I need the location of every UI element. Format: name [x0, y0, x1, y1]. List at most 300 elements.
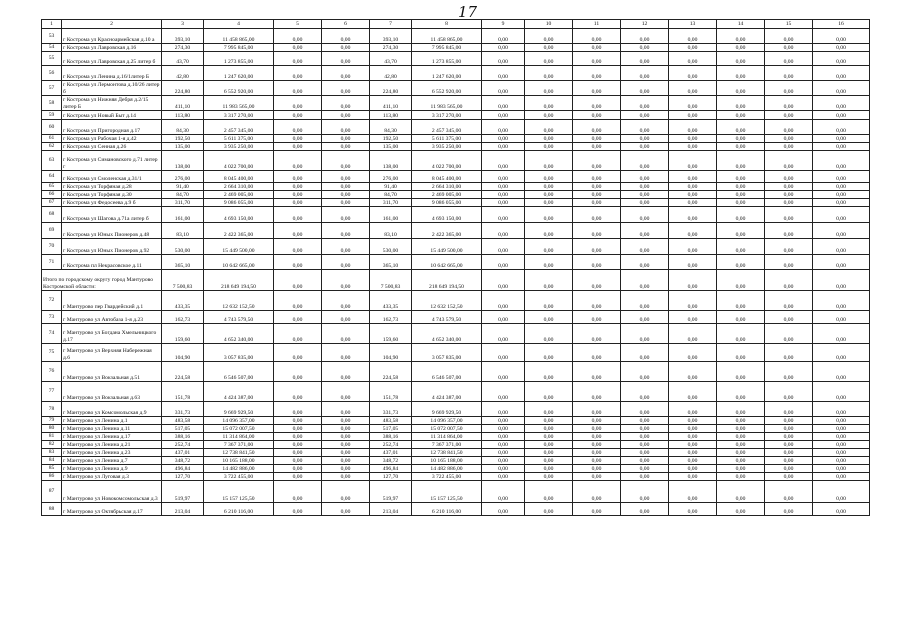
row-number: 68 [42, 207, 62, 223]
value-cell: 0,00 [669, 382, 717, 402]
value-cell: 7 367 371,00 [204, 441, 274, 449]
value-cell: 0,00 [482, 135, 525, 143]
value-cell: 0,00 [717, 143, 765, 151]
value-cell: 0,00 [573, 270, 621, 291]
value-cell: 276,00 [162, 171, 204, 183]
value-cell: 138,00 [370, 151, 412, 171]
value-cell: 10 165 188,00 [204, 457, 274, 465]
value-cell: 0,00 [274, 402, 322, 417]
value-cell: 1 247 620,00 [412, 66, 482, 81]
value-cell: 15 157 125,50 [204, 481, 274, 503]
address-cell: г Кострома пл Некрасовское д.11 [62, 255, 162, 270]
value-cell: 0,00 [274, 449, 322, 457]
value-cell: 0,00 [322, 199, 370, 207]
value-cell: 161,00 [370, 207, 412, 223]
value-cell: 4 743 579,50 [412, 311, 482, 324]
value-cell: 0,00 [717, 44, 765, 52]
row-number: 59 [42, 111, 62, 120]
value-cell: 0,00 [525, 465, 573, 473]
value-cell: 84,30 [162, 120, 204, 135]
value-cell: 0,00 [525, 44, 573, 52]
value-cell: 0,00 [482, 473, 525, 481]
value-cell: 15 157 125,50 [412, 481, 482, 503]
value-cell: 0,00 [482, 199, 525, 207]
value-cell: 0,00 [482, 52, 525, 66]
value-cell: 0,00 [813, 425, 870, 433]
value-cell: 0,00 [274, 29, 322, 44]
value-cell: 0,00 [525, 344, 573, 362]
value-cell: 3 722 455,00 [204, 473, 274, 481]
table-row [42, 171, 870, 183]
value-cell: 0,00 [717, 465, 765, 473]
row-number: 78 [42, 402, 62, 417]
value-cell: 0,00 [525, 120, 573, 135]
value-cell: 0,00 [813, 324, 870, 344]
value-cell: 0,00 [482, 457, 525, 465]
value-cell: 0,00 [669, 503, 717, 516]
value-cell: 0,00 [717, 151, 765, 171]
value-cell: 348,72 [162, 457, 204, 465]
value-cell: 9 669 929,50 [412, 402, 482, 417]
row-number: 79 [42, 417, 62, 425]
value-cell: 0,00 [813, 417, 870, 425]
value-cell: 0,00 [525, 199, 573, 207]
row-number: 61 [42, 135, 62, 143]
value-cell: 84,30 [370, 120, 412, 135]
value-cell: 0,00 [669, 441, 717, 449]
value-cell: 0,00 [573, 199, 621, 207]
value-cell: 437,01 [370, 449, 412, 457]
table-row [42, 362, 870, 382]
value-cell: 10 642 665,00 [204, 255, 274, 270]
value-cell: 0,00 [765, 29, 813, 44]
value-cell: 8 045 400,00 [412, 171, 482, 183]
table-row [42, 66, 870, 81]
value-cell: 0,00 [765, 120, 813, 135]
value-cell: 0,00 [525, 183, 573, 191]
value-cell: 0,00 [482, 143, 525, 151]
value-cell: 0,00 [274, 151, 322, 171]
value-cell: 0,00 [765, 44, 813, 52]
value-cell: 0,00 [274, 199, 322, 207]
value-cell: 0,00 [717, 96, 765, 111]
value-cell: 0,00 [813, 44, 870, 52]
value-cell: 0,00 [274, 324, 322, 344]
value-cell: 0,00 [274, 66, 322, 81]
value-cell: 0,00 [482, 324, 525, 344]
value-cell: 159,60 [370, 324, 412, 344]
value-cell: 0,00 [717, 29, 765, 44]
value-cell: 0,00 [813, 481, 870, 503]
value-cell: 0,00 [274, 120, 322, 135]
value-cell: 0,00 [274, 417, 322, 425]
value-cell: 0,00 [765, 457, 813, 465]
value-cell: 4 693 150,00 [412, 207, 482, 223]
value-cell: 0,00 [525, 481, 573, 503]
value-cell: 0,00 [621, 52, 669, 66]
value-cell: 84,70 [370, 191, 412, 199]
value-cell: 0,00 [573, 143, 621, 151]
value-cell: 0,00 [573, 135, 621, 143]
value-cell: 0,00 [669, 311, 717, 324]
value-cell: 3 935 250,00 [204, 143, 274, 151]
value-cell: 0,00 [621, 239, 669, 255]
address-cell: г Кострома ул Лермонтова д.10/26 литер б [62, 81, 162, 96]
value-cell: 0,00 [482, 151, 525, 171]
address-cell: г Кострома ул Федосеева д.9 б [62, 199, 162, 207]
value-cell: 0,00 [573, 402, 621, 417]
row-number: 62 [42, 143, 62, 151]
value-cell: 0,00 [765, 183, 813, 191]
value-cell: 0,00 [525, 311, 573, 324]
value-cell: 411,10 [162, 96, 204, 111]
value-cell: 0,00 [765, 270, 813, 291]
value-cell: 6 552 920,00 [412, 81, 482, 96]
value-cell: 0,00 [525, 255, 573, 270]
value-cell: 11 458 865,00 [204, 29, 274, 44]
value-cell: 0,00 [813, 402, 870, 417]
value-cell: 0,00 [669, 425, 717, 433]
table-row [42, 382, 870, 402]
value-cell: 0,00 [573, 344, 621, 362]
value-cell: 0,00 [322, 344, 370, 362]
value-cell: 138,00 [162, 151, 204, 171]
value-cell: 0,00 [765, 441, 813, 449]
value-cell: 0,00 [669, 111, 717, 120]
table-row [42, 29, 870, 44]
value-cell: 0,00 [274, 270, 322, 291]
table-row [42, 239, 870, 255]
value-cell: 0,00 [717, 52, 765, 66]
table-row [42, 135, 870, 143]
column-number-row [42, 20, 870, 29]
row-number: 86 [42, 473, 62, 481]
value-cell: 483,58 [162, 417, 204, 425]
value-cell: 0,00 [573, 223, 621, 239]
value-cell: 433,35 [162, 291, 204, 311]
table-row [42, 481, 870, 503]
value-cell: 0,00 [717, 382, 765, 402]
value-cell: 0,00 [765, 135, 813, 143]
address-cell: г Кострома ул Юных Пионеров д.48 [62, 223, 162, 239]
value-cell: 0,00 [813, 135, 870, 143]
value-cell: 192,50 [162, 135, 204, 143]
value-cell: 0,00 [573, 362, 621, 382]
value-cell: 517,05 [162, 425, 204, 433]
value-cell: 0,00 [717, 417, 765, 425]
value-cell: 496,84 [370, 465, 412, 473]
row-number: 64 [42, 171, 62, 183]
value-cell: 0,00 [322, 457, 370, 465]
value-cell: 159,60 [162, 324, 204, 344]
value-cell: 0,00 [765, 425, 813, 433]
value-cell: 0,00 [573, 291, 621, 311]
row-number: 55 [42, 52, 62, 66]
value-cell: 0,00 [813, 344, 870, 362]
value-cell: 0,00 [274, 44, 322, 52]
value-cell: 348,72 [370, 457, 412, 465]
address-cell: г Мантурово ул Вокзальная д.63 [62, 382, 162, 402]
value-cell: 0,00 [573, 171, 621, 183]
value-cell: 0,00 [525, 29, 573, 44]
value-cell: 0,00 [322, 433, 370, 441]
value-cell: 0,00 [525, 362, 573, 382]
value-cell: 0,00 [525, 441, 573, 449]
value-cell: 0,00 [765, 223, 813, 239]
value-cell: 0,00 [669, 44, 717, 52]
value-cell: 0,00 [621, 503, 669, 516]
value-cell: 0,00 [573, 255, 621, 270]
value-cell: 0,00 [813, 441, 870, 449]
table-row [42, 81, 870, 96]
value-cell: 0,00 [765, 52, 813, 66]
value-cell: 0,00 [717, 503, 765, 516]
value-cell: 0,00 [621, 324, 669, 344]
value-cell: 0,00 [482, 362, 525, 382]
value-cell: 0,00 [322, 362, 370, 382]
value-cell: 0,00 [621, 223, 669, 239]
value-cell: 0,00 [765, 191, 813, 199]
value-cell: 0,00 [274, 425, 322, 433]
value-cell: 0,00 [322, 239, 370, 255]
value-cell: 0,00 [765, 255, 813, 270]
value-cell: 0,00 [573, 417, 621, 425]
value-cell: 0,00 [765, 402, 813, 417]
row-number: 69 [42, 223, 62, 239]
value-cell: 3 317 270,00 [204, 111, 274, 120]
value-cell: 0,00 [322, 52, 370, 66]
value-cell: 0,00 [274, 111, 322, 120]
value-cell: 0,00 [669, 223, 717, 239]
value-cell: 0,00 [322, 143, 370, 151]
value-cell: 0,00 [525, 473, 573, 481]
row-number: 53 [42, 29, 62, 44]
value-cell: 7 995 845,00 [412, 44, 482, 52]
value-cell: 91,40 [162, 183, 204, 191]
row-number: 63 [42, 151, 62, 171]
address-cell: г Кострома ул Лавровская д.16 [62, 44, 162, 52]
value-cell: 3 317 270,00 [412, 111, 482, 120]
value-cell: 0,00 [573, 52, 621, 66]
value-cell: 0,00 [621, 81, 669, 96]
value-cell: 365,10 [370, 255, 412, 270]
value-cell: 0,00 [482, 66, 525, 81]
housing-register-table [41, 19, 870, 516]
value-cell: 0,00 [573, 81, 621, 96]
value-cell: 530,00 [162, 239, 204, 255]
table-row [42, 207, 870, 223]
value-cell: 0,00 [525, 457, 573, 465]
value-cell: 433,35 [370, 291, 412, 311]
value-cell: 7 500,83 [162, 270, 204, 291]
value-cell: 0,00 [765, 111, 813, 120]
value-cell: 0,00 [322, 223, 370, 239]
value-cell: 0,00 [765, 239, 813, 255]
address-cell: г Кострома ул Шагова д.71а литер б [62, 207, 162, 223]
value-cell: 0,00 [621, 465, 669, 473]
value-cell: 0,00 [525, 239, 573, 255]
value-cell: 0,00 [621, 143, 669, 151]
value-cell: 0,00 [813, 29, 870, 44]
value-cell: 0,00 [525, 52, 573, 66]
value-cell: 0,00 [621, 120, 669, 135]
value-cell: 0,00 [717, 362, 765, 382]
value-cell: 0,00 [717, 344, 765, 362]
address-cell: г Мантурово ул Новокомсомольская д.3 [62, 481, 162, 503]
value-cell: 0,00 [482, 382, 525, 402]
value-cell: 2 664 310,00 [412, 183, 482, 191]
value-cell: 0,00 [274, 344, 322, 362]
value-cell: 8 045 400,00 [204, 171, 274, 183]
value-cell: 0,00 [525, 171, 573, 183]
value-cell: 0,00 [573, 44, 621, 52]
value-cell: 218 649 194,50 [412, 270, 482, 291]
value-cell: 0,00 [573, 183, 621, 191]
row-number: 75 [42, 344, 62, 362]
value-cell: 0,00 [482, 171, 525, 183]
value-cell: 388,16 [162, 433, 204, 441]
value-cell: 151,78 [370, 382, 412, 402]
row-number: 67 [42, 199, 62, 207]
value-cell: 0,00 [573, 481, 621, 503]
value-cell: 0,00 [573, 441, 621, 449]
table-row [42, 120, 870, 135]
row-number: 57 [42, 81, 62, 96]
address-cell: г Кострома ул Торфяная д.30 [62, 191, 162, 199]
value-cell: 0,00 [322, 183, 370, 191]
column-number-header: 6 [322, 20, 370, 29]
column-number-header: 11 [573, 20, 621, 29]
value-cell: 0,00 [669, 199, 717, 207]
value-cell: 0,00 [322, 291, 370, 311]
value-cell: 0,00 [813, 362, 870, 382]
value-cell: 213,04 [162, 503, 204, 516]
row-number: 82 [42, 441, 62, 449]
value-cell: 0,00 [669, 362, 717, 382]
value-cell: 0,00 [717, 425, 765, 433]
value-cell: 4 743 579,50 [204, 311, 274, 324]
value-cell: 83,10 [370, 223, 412, 239]
table-row [42, 143, 870, 151]
value-cell: 274,30 [370, 44, 412, 52]
value-cell: 0,00 [669, 473, 717, 481]
value-cell: 0,00 [717, 223, 765, 239]
value-cell: 0,00 [669, 171, 717, 183]
value-cell: 0,00 [525, 324, 573, 344]
table-row [42, 457, 870, 465]
value-cell: 0,00 [717, 171, 765, 183]
value-cell: 0,00 [482, 425, 525, 433]
value-cell: 127,70 [370, 473, 412, 481]
value-cell: 0,00 [621, 362, 669, 382]
value-cell: 0,00 [717, 239, 765, 255]
value-cell: 6 210 116,00 [412, 503, 482, 516]
address-cell: г Мантурово ул Ленина д.1 [62, 417, 162, 425]
value-cell: 0,00 [274, 503, 322, 516]
value-cell: 411,10 [370, 96, 412, 111]
value-cell: 0,00 [274, 481, 322, 503]
value-cell: 0,00 [621, 151, 669, 171]
value-cell: 0,00 [482, 291, 525, 311]
value-cell: 12 738 841,50 [204, 449, 274, 457]
value-cell: 6 546 507,00 [204, 362, 274, 382]
value-cell: 15 449 500,00 [412, 239, 482, 255]
value-cell: 0,00 [813, 183, 870, 191]
value-cell: 4 652 340,00 [412, 324, 482, 344]
row-number: 76 [42, 362, 62, 382]
table-row [42, 344, 870, 362]
value-cell: 0,00 [621, 382, 669, 402]
value-cell: 0,00 [322, 171, 370, 183]
value-cell: 0,00 [573, 239, 621, 255]
value-cell: 0,00 [765, 66, 813, 81]
value-cell: 12 632 152,50 [412, 291, 482, 311]
value-cell: 0,00 [717, 111, 765, 120]
value-cell: 0,00 [621, 29, 669, 44]
value-cell: 0,00 [621, 44, 669, 52]
value-cell: 0,00 [669, 291, 717, 311]
value-cell: 0,00 [669, 465, 717, 473]
value-cell: 0,00 [482, 191, 525, 199]
row-number: 73 [42, 311, 62, 324]
value-cell: 0,00 [274, 81, 322, 96]
value-cell: 0,00 [621, 449, 669, 457]
value-cell: 0,00 [621, 191, 669, 199]
value-cell: 12 738 841,50 [412, 449, 482, 457]
table-row [42, 465, 870, 473]
address-cell: г Кострома ул Сенная д.26 [62, 143, 162, 151]
value-cell: 0,00 [573, 151, 621, 171]
value-cell: 0,00 [482, 433, 525, 441]
value-cell: 0,00 [322, 382, 370, 402]
value-cell: 0,00 [717, 457, 765, 465]
row-number: 88 [42, 503, 62, 516]
value-cell: 365,10 [162, 255, 204, 270]
value-cell: 4 652 340,00 [204, 324, 274, 344]
column-number-header: 16 [813, 20, 870, 29]
value-cell: 0,00 [717, 481, 765, 503]
value-cell: 0,00 [525, 111, 573, 120]
value-cell: 0,00 [669, 191, 717, 199]
value-cell: 0,00 [322, 473, 370, 481]
value-cell: 6 546 507,00 [412, 362, 482, 382]
value-cell: 0,00 [482, 270, 525, 291]
value-cell: 0,00 [765, 503, 813, 516]
value-cell: 0,00 [525, 81, 573, 96]
value-cell: 0,00 [482, 255, 525, 270]
value-cell: 0,00 [525, 433, 573, 441]
value-cell: 0,00 [482, 96, 525, 111]
value-cell: 0,00 [669, 449, 717, 457]
value-cell: 0,00 [482, 441, 525, 449]
value-cell: 0,00 [274, 473, 322, 481]
value-cell: 274,30 [162, 44, 204, 52]
value-cell: 43,70 [370, 52, 412, 66]
value-cell: 0,00 [669, 120, 717, 135]
value-cell: 0,00 [621, 425, 669, 433]
value-cell: 0,00 [482, 503, 525, 516]
value-cell: 0,00 [669, 207, 717, 223]
value-cell: 0,00 [813, 311, 870, 324]
value-cell: 7 995 845,00 [204, 44, 274, 52]
column-number-header: 13 [669, 20, 717, 29]
value-cell: 0,00 [813, 382, 870, 402]
value-cell: 0,00 [813, 473, 870, 481]
address-cell: г Мантурово ул Ленина д.9 [62, 465, 162, 473]
value-cell: 483,58 [370, 417, 412, 425]
value-cell: 0,00 [621, 171, 669, 183]
value-cell: 331,73 [370, 402, 412, 417]
